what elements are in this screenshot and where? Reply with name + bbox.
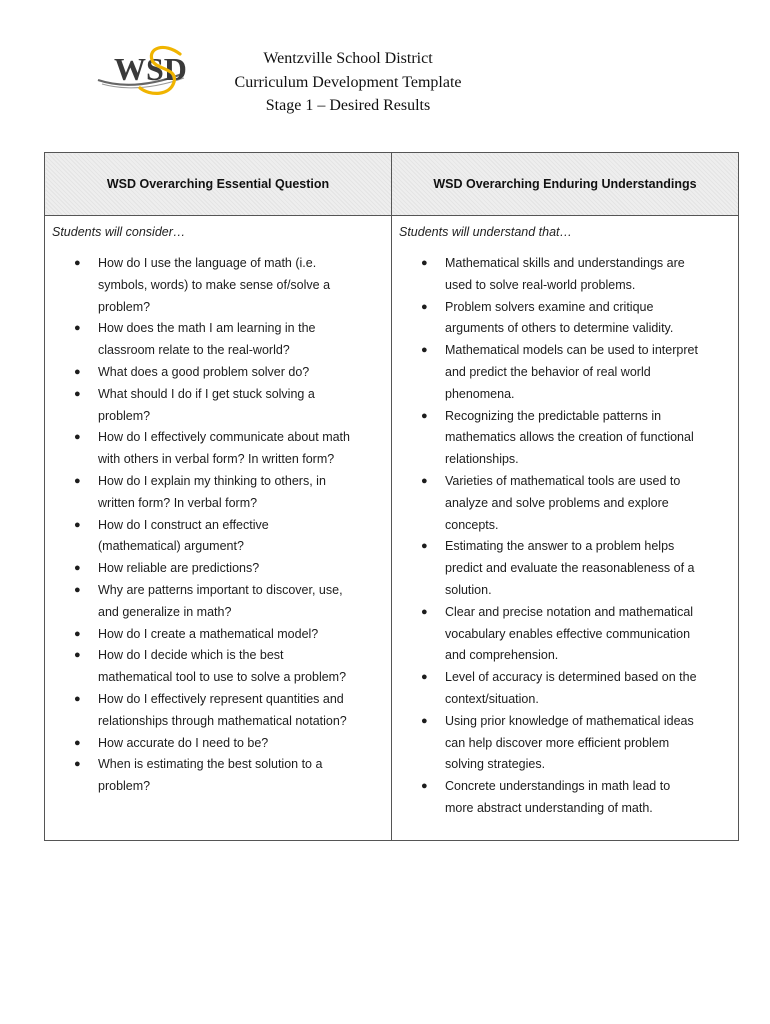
enduring-understanding-item xyxy=(399,471,732,536)
essential-question-item xyxy=(52,558,385,580)
bullet-icon: ● xyxy=(74,518,81,531)
list-item-line: with others in verbal form? In written form? xyxy=(98,452,335,467)
bullet-icon: ● xyxy=(74,583,81,596)
stage-name: Stage 1 – Desired Results xyxy=(265,97,431,114)
district-logo xyxy=(94,40,190,102)
list-item-line: Mathematical models can be used to interpret xyxy=(445,343,698,358)
enduring-understanding-item xyxy=(399,536,732,601)
list-item-line: How does the math I am learning in the xyxy=(98,321,316,336)
list-item-line: mathematical tool to use to solve a problem? xyxy=(98,670,347,685)
bullet-icon: ● xyxy=(421,714,428,727)
list-item-line: Mathematical skills and understandings are xyxy=(445,256,685,270)
enduring-understanding-item xyxy=(399,602,732,667)
list-item-line: concepts. xyxy=(445,517,499,532)
essential-question-item xyxy=(52,580,385,624)
bullet-icon: ● xyxy=(74,474,81,487)
bullet-icon: ● xyxy=(421,409,428,422)
list-item-line: can help discover more efficient problem xyxy=(445,735,670,750)
list-item-line: Recognizing the predictable patterns in xyxy=(445,408,662,423)
list-item-line: phenomena. xyxy=(445,386,515,401)
enduring-understandings-cell xyxy=(392,216,739,841)
bullet-icon: ● xyxy=(74,431,81,444)
essential-question-item xyxy=(52,689,385,733)
list-item-line: How do I decide which is the best xyxy=(98,648,284,663)
bullet-icon: ● xyxy=(421,344,428,357)
list-item-line: solving strategies. xyxy=(445,757,546,772)
bullet-icon: ● xyxy=(74,322,81,335)
essential-questions-cell xyxy=(45,216,392,841)
enduring-understanding-item xyxy=(399,406,732,471)
enduring-understanding-item xyxy=(399,667,732,711)
essential-question-item xyxy=(52,645,385,689)
list-item-line: analyze and solve problems and explore xyxy=(445,495,669,510)
bullet-icon: ● xyxy=(421,474,428,487)
essential-question-item xyxy=(52,253,385,318)
essential-question-item xyxy=(52,733,385,755)
list-item-line: How do I explain my thinking to others, in xyxy=(98,473,326,488)
enduring-understandings-list xyxy=(399,253,732,820)
list-item-line: Concrete understandings in math lead to xyxy=(445,779,671,794)
enduring-understanding-item xyxy=(399,340,732,405)
enduring-understandings-lead: Students will understand that… xyxy=(399,225,573,239)
list-item-line: Clear and precise notation and mathematical xyxy=(445,604,694,619)
list-item-line: used to solve real-world problems. xyxy=(445,277,636,292)
bullet-icon: ● xyxy=(421,300,428,313)
list-item-line: written form? In verbal form? xyxy=(98,495,258,510)
list-item-line: Level of accuracy is determined based on the xyxy=(445,670,697,685)
list-item-line: classroom relate to the real-world? xyxy=(98,343,290,358)
list-item-line: What does a good problem solver do? xyxy=(98,364,310,379)
list-item-line: relationships. xyxy=(445,452,519,467)
bullet-icon: ● xyxy=(74,758,81,771)
bullet-icon: ● xyxy=(74,365,81,378)
bullet-icon: ● xyxy=(74,736,81,749)
district-name: Wentzville School District xyxy=(263,50,433,67)
list-item-line: How reliable are predictions? xyxy=(98,561,260,576)
list-item-line: mathematics allows the creation of functional xyxy=(445,430,694,445)
list-item-line: Using prior knowledge of mathematical ideas xyxy=(445,713,694,728)
table-body-row xyxy=(45,216,739,841)
bullet-icon: ● xyxy=(421,780,428,793)
list-item-line: problem? xyxy=(98,779,151,794)
bullet-icon: ● xyxy=(74,387,81,400)
bullet-icon: ● xyxy=(74,562,81,575)
essential-question-item xyxy=(52,427,385,471)
list-item-line: How do I use the language of math (i.e. xyxy=(98,256,317,270)
list-item-line: Why are patterns important to discover, use, xyxy=(98,582,343,597)
list-item-line: What should I do if I get stuck solving a xyxy=(98,386,315,401)
essential-question-header: WSD Overarching Essential Question xyxy=(45,153,392,216)
enduring-understanding-item xyxy=(399,297,732,341)
essential-question-item xyxy=(52,384,385,428)
essential-questions-list xyxy=(52,253,385,798)
list-item-line: How do I effectively represent quantities and xyxy=(98,691,344,706)
bullet-icon: ● xyxy=(74,627,81,640)
essential-question-item xyxy=(52,624,385,646)
bullet-icon: ● xyxy=(421,671,428,684)
bullet-icon: ● xyxy=(74,649,81,662)
list-item-line: Varieties of mathematical tools are used to xyxy=(445,473,681,488)
list-item-line: and predict the behavior of real world xyxy=(445,364,651,379)
list-item-line: and comprehension. xyxy=(445,648,559,663)
list-item-line: relationships through mathematical notation? xyxy=(98,713,347,728)
essential-question-item xyxy=(52,362,385,384)
list-item-line: When is estimating the best solution to a xyxy=(98,757,323,772)
list-item-line: solution. xyxy=(445,582,492,597)
logo-text: WSD xyxy=(114,51,187,87)
list-item-line: (mathematical) argument? xyxy=(98,539,244,554)
bullet-icon: ● xyxy=(74,257,81,269)
list-item-line: How do I create a mathematical model? xyxy=(98,626,319,641)
essential-question-item xyxy=(52,318,385,362)
list-item-line: How do I construct an effective xyxy=(98,517,269,532)
essential-question-item xyxy=(52,754,385,798)
enduring-understanding-item xyxy=(399,776,732,820)
list-item-line: symbols, words) to make sense of/solve a xyxy=(98,277,331,292)
enduring-understandings-header: WSD Overarching Enduring Understandings xyxy=(392,153,739,216)
list-item-line: problem? xyxy=(98,299,151,314)
bullet-icon: ● xyxy=(74,692,81,705)
enduring-understanding-item xyxy=(399,711,732,776)
list-item-line: more abstract understanding of math. xyxy=(445,800,653,815)
essential-questions-lead: Students will consider… xyxy=(52,225,186,239)
list-item-line: How accurate do I need to be? xyxy=(98,735,269,750)
wsd-logo-mark xyxy=(94,40,190,102)
bullet-icon: ● xyxy=(421,605,428,618)
template-name: Curriculum Development Template xyxy=(234,73,462,91)
bullet-icon: ● xyxy=(421,540,428,553)
list-item-line: Estimating the answer to a problem helps xyxy=(445,539,675,554)
list-item-line: predict and evaluate the reasonableness of a xyxy=(445,561,695,576)
list-item-line: and generalize in math? xyxy=(98,604,232,619)
list-item-line: Problem solvers examine and critique xyxy=(445,299,654,314)
list-item-line: context/situation. xyxy=(445,691,539,706)
essential-question-item xyxy=(52,515,385,559)
list-item-line: problem? xyxy=(98,408,151,423)
bullet-icon: ● xyxy=(421,257,428,269)
enduring-understanding-item xyxy=(399,253,732,297)
table-header-row xyxy=(45,153,739,216)
list-item-line: How do I effectively communicate about math xyxy=(98,430,350,445)
document-title xyxy=(200,47,496,118)
list-item-line: vocabulary enables effective communication xyxy=(445,626,691,641)
essential-question-item xyxy=(52,471,385,515)
list-item-line: arguments of others to determine validity. xyxy=(445,321,674,336)
stage1-table xyxy=(44,152,739,841)
